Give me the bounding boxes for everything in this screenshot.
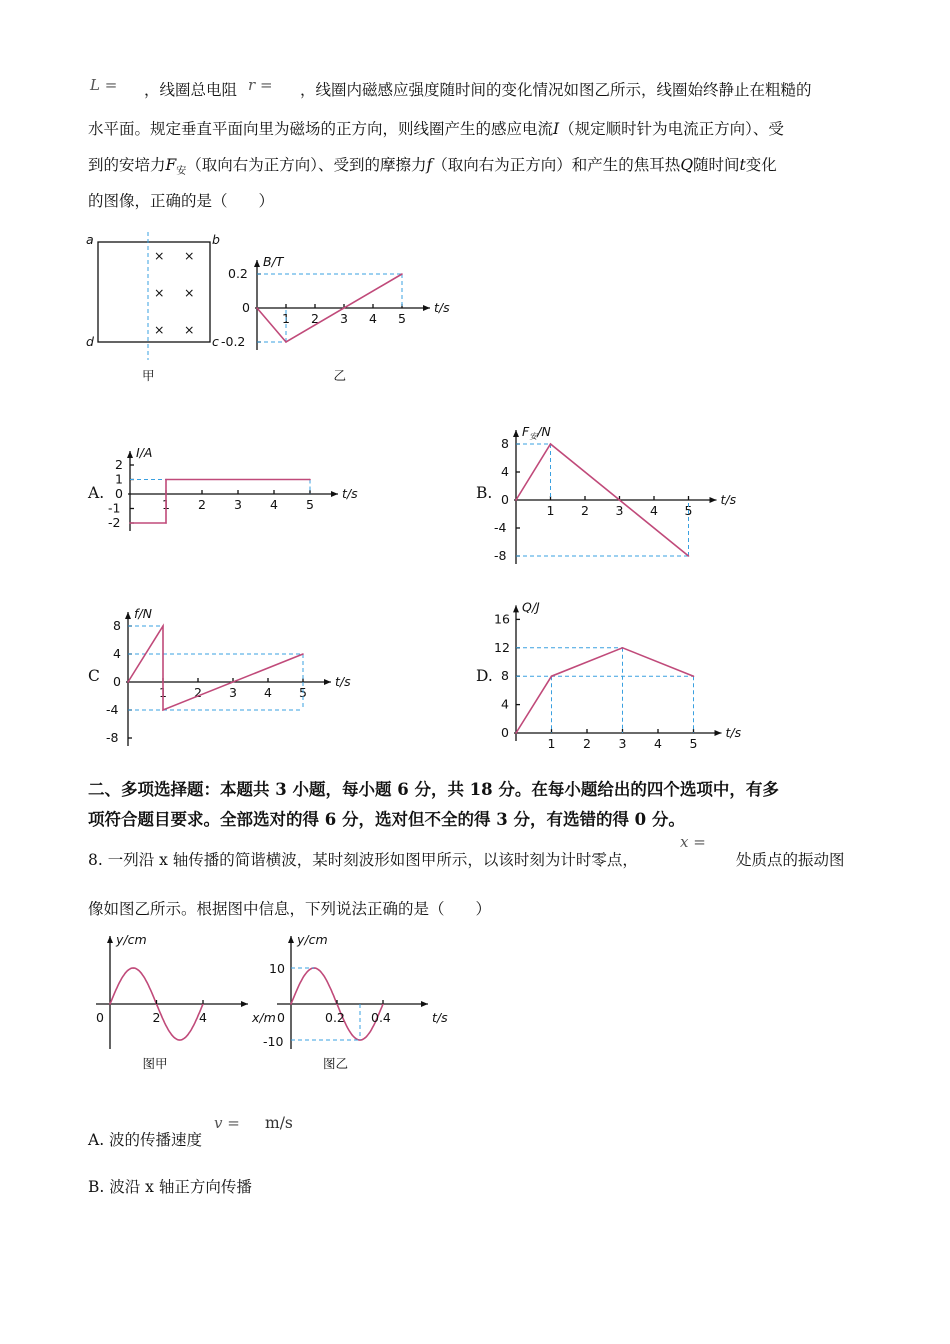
field-mark: × bbox=[154, 322, 165, 337]
q7-text-1a: ，线圈总电阻 bbox=[144, 81, 238, 99]
data-point bbox=[693, 675, 695, 677]
q8-option-b[interactable]: B. 波沿 x 轴正方向传播 bbox=[88, 1178, 252, 1196]
y-tick-label: 8 bbox=[113, 618, 121, 633]
x-tick-label: 5 bbox=[684, 503, 693, 518]
x-axis-arrowhead bbox=[331, 491, 338, 497]
data-point bbox=[309, 479, 311, 481]
y-tick-label: 4 bbox=[113, 646, 121, 661]
x-tick-label: 4 bbox=[270, 497, 278, 512]
y-tick-label: -8 bbox=[494, 548, 507, 563]
option-c-label[interactable]: C bbox=[88, 667, 100, 685]
data-point bbox=[109, 1003, 111, 1005]
y-tick-label: 8 bbox=[501, 668, 509, 684]
data-point bbox=[179, 1039, 181, 1041]
y-tick-label: 0 bbox=[501, 725, 509, 740]
y-axis-arrowhead bbox=[125, 612, 131, 619]
y-tick-label: 16 bbox=[494, 611, 510, 627]
q8-option-a[interactable]: A. 波的传播速度 bbox=[88, 1131, 203, 1149]
x-axis-arrowhead bbox=[324, 679, 331, 685]
x-axis-arrowhead bbox=[715, 730, 722, 736]
x-tick-label: 2 bbox=[152, 1010, 161, 1025]
field-mark: × bbox=[184, 322, 195, 337]
figure-caption: 图甲 bbox=[142, 1056, 168, 1071]
chart-option-c[interactable] bbox=[108, 590, 368, 755]
y-axis-label: $F_安/N$ bbox=[522, 424, 551, 441]
data-series bbox=[516, 648, 694, 733]
y-axis-arrowhead bbox=[127, 451, 133, 458]
x-axis-arrowhead bbox=[423, 305, 430, 311]
y-tick-label: 10 bbox=[269, 961, 285, 976]
x-tick-label: 4 bbox=[650, 503, 658, 518]
data-point bbox=[162, 709, 164, 711]
q7-text-4: 的图像，正确的是（ ） bbox=[88, 192, 275, 210]
x-tick-label: 2 bbox=[198, 497, 206, 512]
y-tick-label: 8 bbox=[501, 436, 509, 451]
q8-text-2: 像如图乙所示。根据图中信息，下列说法正确的是（ ） bbox=[88, 900, 492, 918]
data-point bbox=[401, 273, 403, 275]
data-series bbox=[130, 480, 310, 524]
x-tick-label: 3 bbox=[340, 311, 348, 326]
resistance-symbol: r = bbox=[248, 76, 273, 94]
y-tick-label: 0 bbox=[113, 674, 121, 689]
x-tick-label: 2 bbox=[194, 685, 202, 700]
data-point bbox=[551, 675, 553, 677]
data-point bbox=[127, 681, 129, 683]
y-axis-label: y/cm bbox=[116, 932, 147, 947]
data-point bbox=[290, 1003, 292, 1005]
q7-text-3: 到的安培力$F_安$（取向右为正方向）、受到的摩擦力f（取向右为正方向）和产生的焦耳热Q随时间t变化 bbox=[88, 156, 777, 178]
x-tick-label: 1 bbox=[546, 503, 555, 518]
data-point bbox=[688, 555, 690, 557]
y-tick-label: 12 bbox=[494, 639, 510, 655]
x-eq-symbol: x = bbox=[680, 833, 706, 851]
data-point bbox=[162, 625, 164, 627]
q8-text-1-end: 处质点的振动图 bbox=[736, 851, 845, 869]
x-tick-label: 0.2 bbox=[325, 1010, 345, 1025]
y-axis-arrowhead bbox=[107, 936, 113, 943]
field-mark: × bbox=[184, 248, 195, 263]
x-tick-label: 3 bbox=[615, 503, 624, 518]
x-tick-label: 2 bbox=[311, 311, 319, 326]
x-tick-label: 4 bbox=[654, 736, 662, 751]
corner-c: c bbox=[212, 334, 219, 349]
y-tick-label: -4 bbox=[494, 520, 507, 535]
x-tick-label: 2 bbox=[583, 736, 591, 751]
x-tick-label: 3 bbox=[234, 497, 242, 512]
x-tick-label: 3 bbox=[229, 685, 237, 700]
y-tick-label: 4 bbox=[501, 696, 509, 712]
y-axis-label: I/A bbox=[136, 445, 153, 460]
y-tick-label: -2 bbox=[108, 515, 121, 530]
x-axis-label: x/m bbox=[252, 1010, 276, 1025]
chart-option-a[interactable] bbox=[110, 398, 380, 568]
x-axis-label: t/s bbox=[725, 725, 742, 740]
x-tick-label: 4 bbox=[199, 1010, 207, 1025]
field-mark: × bbox=[154, 248, 165, 263]
section-2-heading-2: 项符合题目要求。全部选对的得 6 分，选对但不全的得 3 分，有选错的得 0 分。 bbox=[88, 810, 685, 829]
y-axis-arrowhead bbox=[254, 260, 260, 267]
x-tick-label: 1 bbox=[547, 736, 556, 751]
chart-b-t bbox=[221, 230, 465, 390]
figure-coil bbox=[80, 230, 230, 390]
x-tick-label: 5 bbox=[689, 736, 698, 751]
x-axis-label: t/s bbox=[434, 300, 450, 315]
x-tick-label: 0.4 bbox=[371, 1010, 391, 1025]
chart-wave-t bbox=[262, 926, 452, 1076]
data-point bbox=[550, 443, 552, 445]
x-axis-arrowhead bbox=[710, 497, 717, 503]
x-tick-label: 5 bbox=[398, 311, 406, 326]
x-tick-label: 4 bbox=[264, 685, 272, 700]
x-axis-label: t/s bbox=[335, 674, 351, 689]
data-point bbox=[132, 967, 134, 969]
y-tick-label: -0.2 bbox=[221, 334, 246, 349]
y-tick-label: 0 bbox=[242, 300, 250, 315]
x-axis-label: t/s bbox=[432, 1010, 448, 1025]
x-tick-label: 3 bbox=[618, 736, 627, 751]
y-tick-label: 0 bbox=[115, 486, 123, 501]
data-point bbox=[165, 522, 167, 524]
figure-caption: 乙 bbox=[333, 368, 347, 383]
y-tick-label: -1 bbox=[108, 500, 121, 516]
length-symbol: L = bbox=[90, 76, 118, 94]
y-tick-label: 0.2 bbox=[228, 266, 248, 281]
x-axis-label: t/s bbox=[342, 486, 358, 501]
x-tick-label: 5 bbox=[299, 685, 307, 700]
x-tick-label: 1 bbox=[282, 311, 290, 326]
q8-text-1: 8. 一列沿 x 轴传播的简谐横波，某时刻波形如图甲所示，以该时刻为计时零点， bbox=[88, 851, 638, 869]
figure-caption: 甲 bbox=[142, 368, 155, 383]
corner-d: d bbox=[86, 334, 94, 349]
corner-a: a bbox=[86, 232, 94, 247]
x-tick-label: 0 bbox=[277, 1010, 285, 1025]
x-axis-arrowhead bbox=[421, 1001, 428, 1007]
x-tick-label: 1 bbox=[162, 497, 170, 512]
data-series bbox=[128, 626, 303, 710]
x-axis-arrowhead bbox=[241, 1001, 248, 1007]
y-tick-label: 2 bbox=[115, 457, 123, 472]
data-point bbox=[256, 307, 258, 309]
q7-text-2: 水平面。规定垂直平面向里为磁场的正方向，则线圈产生的感应电流I（规定顺时针为电流正方向）、受 bbox=[88, 120, 784, 138]
x-axis-label: t/s bbox=[720, 492, 737, 507]
x-tick-label: 1 bbox=[159, 685, 167, 700]
data-point bbox=[622, 647, 624, 649]
chart-option-d[interactable] bbox=[496, 580, 756, 750]
y-axis-label: f/N bbox=[134, 606, 152, 621]
x-tick-label: 5 bbox=[306, 497, 314, 512]
data-point bbox=[285, 341, 287, 343]
y-tick-label: -4 bbox=[106, 702, 119, 717]
corner-b: b bbox=[212, 232, 220, 247]
field-mark: × bbox=[154, 285, 165, 300]
option-a-label[interactable]: A. bbox=[88, 484, 105, 502]
data-point bbox=[515, 732, 517, 734]
y-tick-label: 1 bbox=[115, 471, 123, 487]
y-tick-label: -10 bbox=[263, 1034, 284, 1049]
x-tick-label: 0 bbox=[96, 1010, 104, 1025]
y-axis-arrowhead bbox=[288, 936, 294, 943]
y-axis-label: B/T bbox=[263, 254, 284, 269]
x-tick-label: 4 bbox=[369, 311, 377, 326]
data-point bbox=[302, 653, 304, 655]
y-tick-label: 4 bbox=[501, 464, 509, 479]
option-d-label[interactable]: D. bbox=[476, 667, 493, 685]
data-point bbox=[165, 479, 167, 481]
y-axis-arrowhead bbox=[513, 430, 519, 437]
magnetic-field-marks bbox=[154, 248, 194, 337]
v-eq-symbol: v = bbox=[214, 1114, 240, 1132]
figure-caption: 图乙 bbox=[323, 1056, 349, 1071]
option-b-label[interactable]: B. bbox=[476, 484, 493, 502]
q7-text-1b: ，线圈内磁感应强度随时间的变化情况如图乙所示，线圈始终静止在粗糙的 bbox=[300, 81, 812, 99]
field-mark: × bbox=[184, 285, 195, 300]
y-axis-label: y/cm bbox=[297, 932, 328, 947]
y-tick-label: -8 bbox=[106, 730, 119, 745]
y-tick-label: 0 bbox=[501, 492, 509, 507]
chart-option-b[interactable] bbox=[496, 410, 746, 570]
y-axis-arrowhead bbox=[513, 605, 519, 612]
x-tick-label: 2 bbox=[581, 503, 589, 518]
data-point bbox=[129, 522, 131, 524]
y-axis-label: Q/J bbox=[522, 599, 540, 615]
data-point bbox=[515, 499, 517, 501]
section-2-heading-1: 二、多项选择题：本题共 3 小题，每小题 6 分，共 18 分。在每小题给出的四个选项中，有多 bbox=[88, 780, 779, 799]
speed-unit: m/s bbox=[265, 1114, 293, 1132]
